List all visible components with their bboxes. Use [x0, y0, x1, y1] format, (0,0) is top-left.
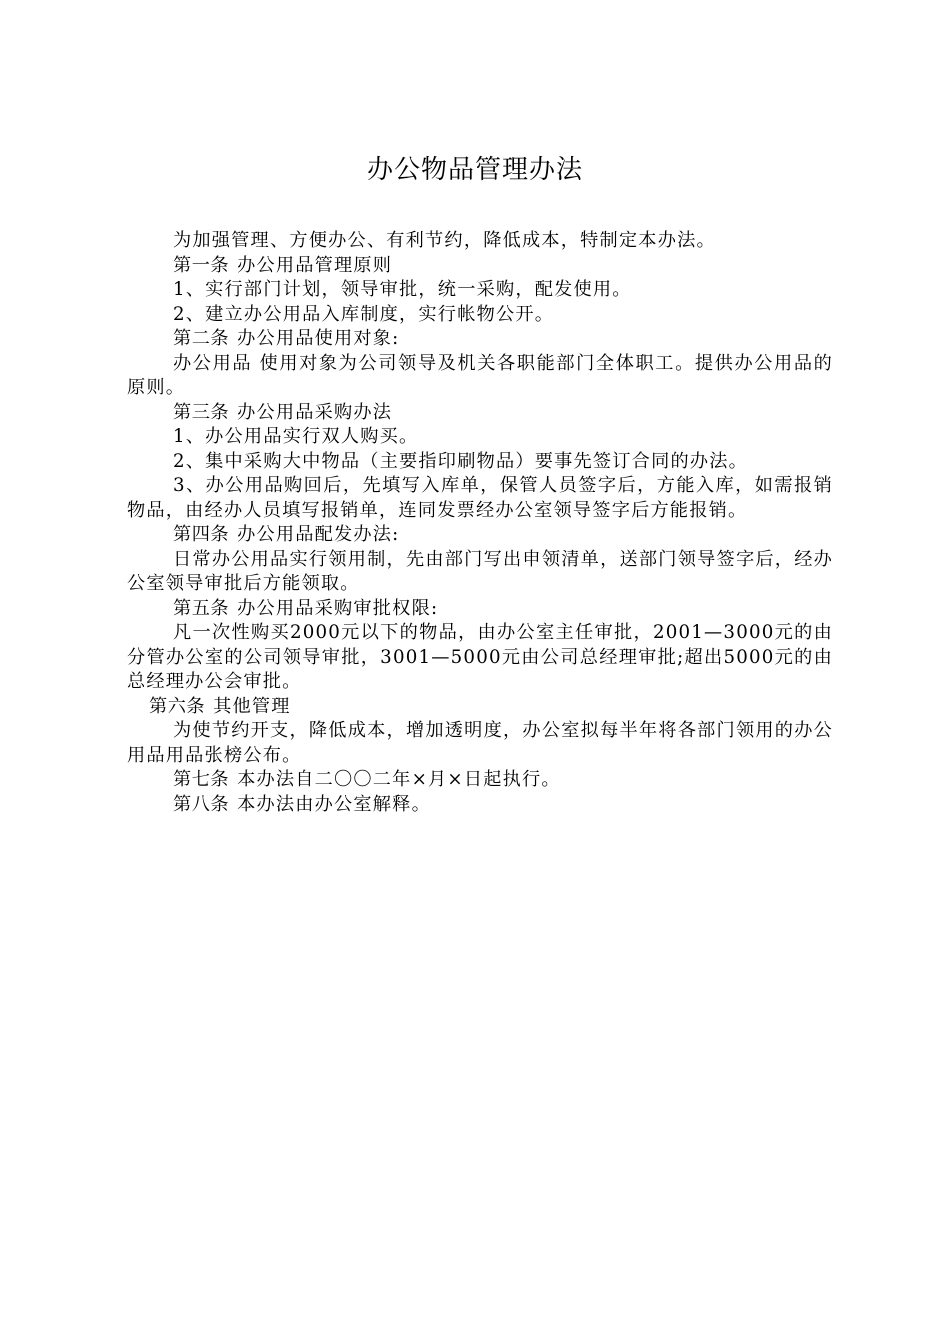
article-1-item-2: 2、建立办公用品入库制度，实行帐物公开。 — [173, 303, 555, 325]
article-3-label: 第三条 — [173, 401, 230, 423]
article-7-paragraph — [127, 768, 833, 793]
article-3-heading — [127, 401, 833, 426]
article-5-label: 第五条 — [173, 597, 230, 619]
article-7-label: 第七条 — [173, 769, 230, 790]
article-6-title: 其他管理 — [213, 695, 291, 717]
article-6-text: 为使节约开支，降低成本，增加透明度，办公室拟每半年将各部门领用的办公用品用品张榜公布。 — [127, 720, 833, 766]
document-body — [127, 229, 833, 817]
article-1-item-1: 1、实行部门计划，领导审批，统一采购，配发使用。 — [173, 279, 632, 300]
document-title: 办公物品管理办法 — [366, 155, 583, 185]
article-4-title: 办公用品配发办法: — [237, 524, 400, 545]
intro-paragraph: 为加强管理、方便办公、有利节约，降低成本，特制定本办法。 — [173, 230, 716, 251]
article-2-heading — [127, 327, 833, 352]
article-8-label: 第八条 — [173, 793, 230, 815]
article-6-label: 第六条 — [149, 695, 206, 717]
article-4-text: 日常办公用品实行领用制，先由部门写出申领清单，送部门领导签字后，经办公室领导审批后方能领取。 — [127, 548, 833, 594]
article-3-title: 办公用品采购办法 — [237, 401, 393, 423]
article-4-label: 第四条 — [173, 524, 230, 545]
article-2-title: 办公用品使用对象: — [237, 328, 400, 349]
article-1-label: 第一条 — [173, 254, 230, 276]
article-6-heading — [127, 695, 833, 720]
article-4-heading — [127, 523, 833, 548]
article-2-text: 办公用品 使用对象为公司领导及机关各职能部门全体职工。提供办公用品的原则。 — [127, 352, 833, 398]
article-3-item-1: 1、办公用品实行双人购买。 — [173, 426, 419, 447]
article-7-text: 本办法自二〇〇二年×月×日起执行。 — [237, 769, 561, 790]
article-5-text: 凡一次性购买2000元以下的物品，由办公室主任审批，2001—3000元的由分管办公室的公司领导审批，3001—5000元由公司总经理审批;超出5000元的由总经理办公会审批。 — [127, 622, 833, 692]
article-5-heading — [127, 597, 833, 622]
article-1-heading — [127, 254, 833, 279]
article-3-item-2: 2、集中采购大中物品（主要指印刷物品）要事先签订合同的办法。 — [173, 450, 749, 472]
article-1-title: 办公用品管理原则 — [237, 254, 393, 276]
article-2-label: 第二条 — [173, 328, 230, 349]
article-8-text: 本办法由办公室解释。 — [237, 793, 431, 815]
article-3-item-3: 3、办公用品购回后，先填写入库单，保管人员签字后，方能入库，如需报销物品，由经办人员填写报销单，连同发票经办公室领导签字后方能报销。 — [127, 475, 833, 521]
article-8-paragraph — [127, 793, 833, 818]
article-5-title: 办公用品采购审批权限: — [237, 597, 439, 619]
